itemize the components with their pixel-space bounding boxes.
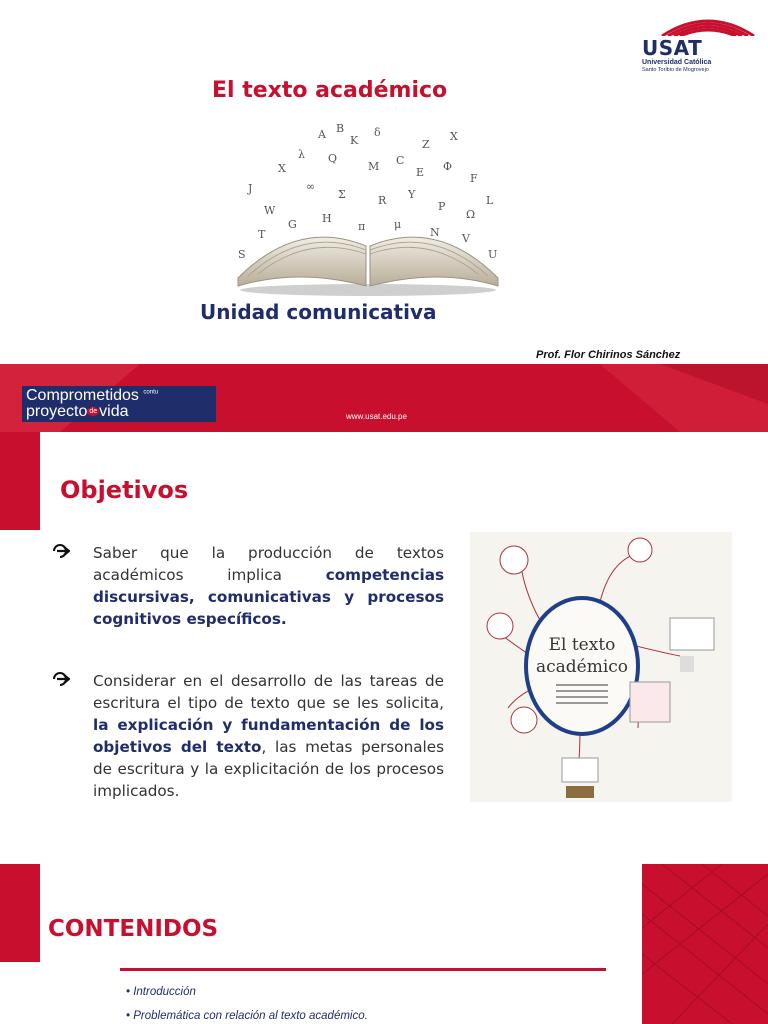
contents-slide	[0, 864, 768, 1024]
logo-university-name: Santo Toribio de Mogrovejo	[642, 67, 709, 73]
corner-decoration	[642, 864, 768, 1024]
objective-item	[52, 542, 444, 630]
svg-text:μ: μ	[394, 218, 402, 231]
svg-text:Z: Z	[422, 138, 430, 151]
svg-text:W: W	[264, 204, 276, 217]
mindmap-title-line2: académico	[535, 657, 629, 677]
accent-bar	[0, 432, 40, 530]
svg-text:∞: ∞	[306, 180, 316, 193]
author-name: Prof. Flor Chirinos Sánchez	[536, 349, 681, 361]
svg-text:M: M	[368, 160, 380, 173]
slogan-banner	[22, 386, 216, 422]
svg-text:Y: Y	[408, 188, 416, 201]
logo-name: USAT	[642, 36, 703, 60]
usat-logo	[640, 12, 760, 74]
objective-text: Saber que la producción de textos académicos implica competencias discursivas, comunicativas y procesos cognitivos específicos.	[93, 544, 444, 628]
svg-text:S: S	[238, 248, 246, 261]
svg-text:H: H	[322, 212, 332, 225]
slogan-line1: Comprometidos $^{contu}$	[26, 387, 159, 404]
svg-text:R: R	[378, 194, 387, 207]
svg-text:A: A	[318, 128, 326, 141]
svg-text:N: N	[430, 226, 440, 239]
svg-text:Ω: Ω	[466, 208, 476, 221]
arc-logo-icon	[658, 12, 758, 36]
svg-text:λ: λ	[298, 148, 305, 161]
section-heading: CONTENIDOS	[48, 916, 219, 942]
svg-text:L: L	[486, 194, 494, 207]
svg-text:π: π	[358, 220, 366, 233]
section-heading: Objetivos	[60, 476, 189, 504]
objective-item	[52, 670, 444, 802]
book-icon	[218, 118, 518, 298]
arrow-bullet-icon	[52, 543, 70, 559]
svg-text:X: X	[278, 162, 286, 175]
footer-band	[0, 364, 768, 432]
mindmap-image	[470, 532, 732, 802]
website-url: www.usat.edu.pe	[346, 412, 407, 421]
mindmap-title-line1: El texto	[548, 635, 616, 655]
svg-text:X: X	[450, 130, 458, 143]
svg-text:Φ: Φ	[443, 160, 453, 173]
svg-text:δ: δ	[374, 126, 381, 139]
slide-subtitle: Unidad comunicativa	[200, 300, 437, 324]
svg-text:U: U	[488, 248, 498, 261]
svg-text:E: E	[416, 166, 425, 179]
svg-text:F: F	[470, 172, 478, 185]
svg-text:V: V	[462, 232, 470, 245]
arrow-bullet-icon	[52, 671, 70, 687]
contents-item: • Problemática con relación al texto académico.	[126, 1010, 368, 1022]
svg-text:C: C	[396, 154, 405, 167]
objective-text: Considerar en el desarrollo de las tareas de escritura el tipo de texto que se les solicita, la explicación y fundamentación de los objetivos del texto, las metas personales de escritura y la explicitación de los procesos implicados.	[93, 672, 445, 800]
accent-bar	[0, 864, 40, 962]
slogan-line2: proyecto de vida	[26, 403, 129, 420]
heading-divider	[120, 968, 606, 971]
svg-text:T: T	[258, 228, 266, 241]
svg-text:G: G	[288, 218, 297, 231]
slide-title: El texto académico	[212, 78, 448, 103]
contents-item: • Introducción	[126, 986, 196, 998]
objectives-slide	[0, 432, 768, 864]
svg-text:Q: Q	[328, 152, 338, 165]
svg-text:P: P	[438, 200, 446, 213]
logo-university: Universidad Católica	[642, 59, 712, 66]
svg-text:K: K	[350, 134, 359, 147]
svg-text:J: J	[248, 182, 253, 195]
title-slide	[0, 0, 768, 432]
svg-text:Σ: Σ	[338, 188, 346, 201]
svg-text:B: B	[336, 122, 345, 135]
